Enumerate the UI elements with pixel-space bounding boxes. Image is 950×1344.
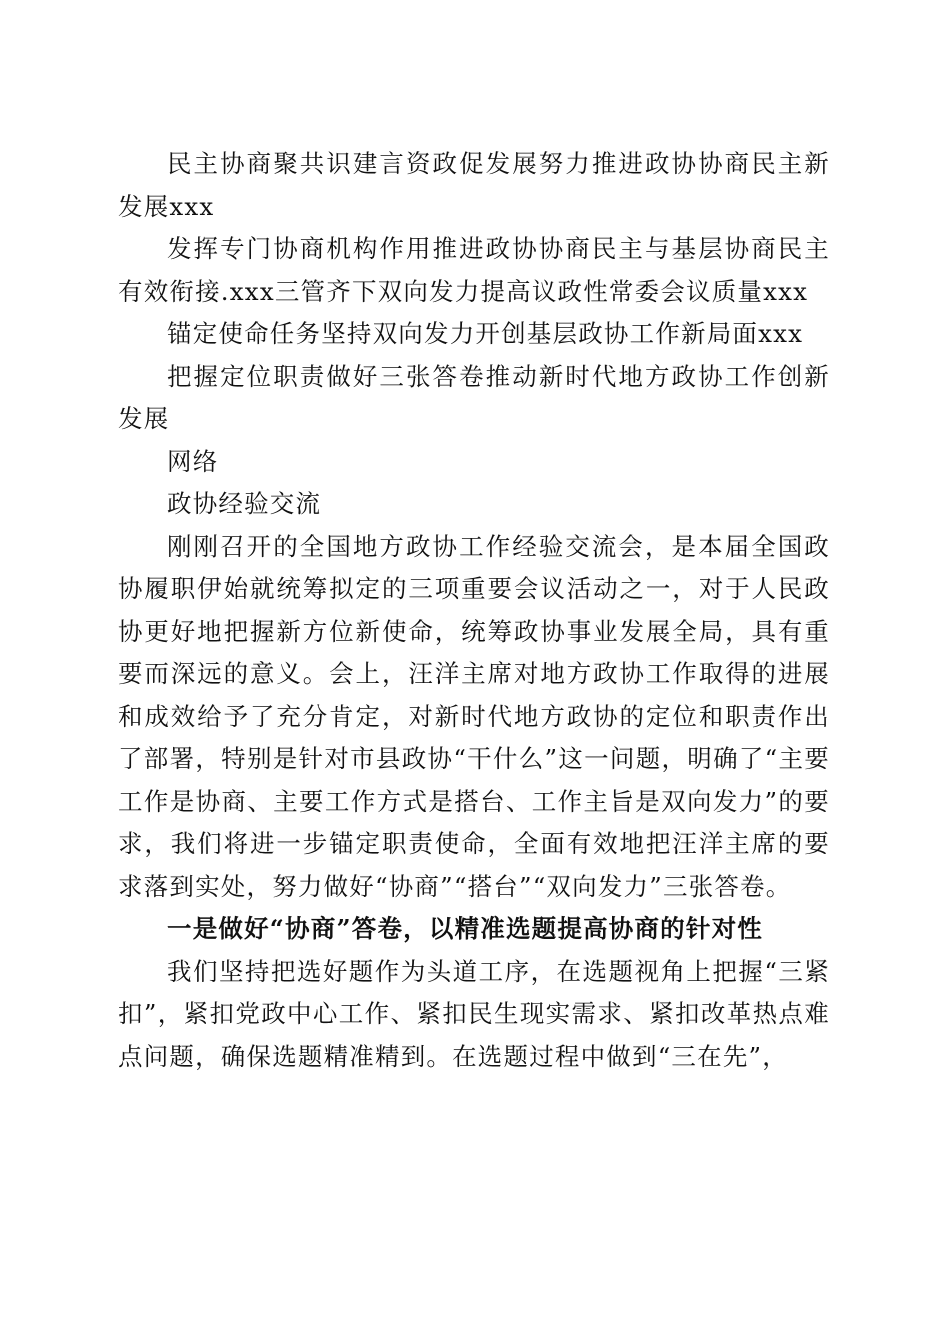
title-line-2: 发挥专门协商机构作用推进政协协商民主与基层协商民主有效衔接.xxx三管齐下双向发力提高议政性常委会议质量xxx	[118, 234, 830, 306]
body-paragraph-1: 我们坚持把选好题作为头道工序，在选题视角上把握“三紧扣”，紧扣党政中心工作、紧扣民生现实需求、紧扣改革热点难点问题，确保选题精准精到。在选题过程中做到“三在先”，	[118, 956, 830, 1071]
title-line-3: 锚定使命任务坚持双向发力开创基层政协工作新局面xxx	[167, 319, 804, 348]
title-line-1: 民主协商聚共识建言资政促发展努力推进政协协商民主新发展xxx	[118, 149, 830, 221]
article-title: 把握定位职责做好三张答卷推动新时代地方政协工作创新发展	[118, 361, 830, 433]
source-line: 网络	[167, 446, 219, 476]
category-line: 政协经验交流	[167, 489, 322, 518]
document-body	[118, 143, 830, 1078]
section-heading-1: 一是做好“协商”答卷，以精准选题提高协商的针对性	[167, 914, 763, 943]
intro-paragraph: 刚刚召开的全国地方政协工作经验交流会，是本届全国政协履职伊始就统筹拟定的三项重要会议活动之一，对于人民政协更好地把握新方位新使命，统筹政协事业发展全局，具有重要而深远的意义。会上，汪洋主席对地方政协工作取得的进展和成效给予了充分肯定，对新时代地方政协的定位和职责作出了部署，特别是针对市县政协“干什么”这一问题，明确了“主要工作是协商、主要工作方式是搭台、工作主旨是双向发力”的要求，我们将进一步锚定职责使命，全面有效地把汪洋主席的要求落到实处，努力做好“协商”“搭台”“双向发力”三张答卷。	[118, 531, 830, 901]
